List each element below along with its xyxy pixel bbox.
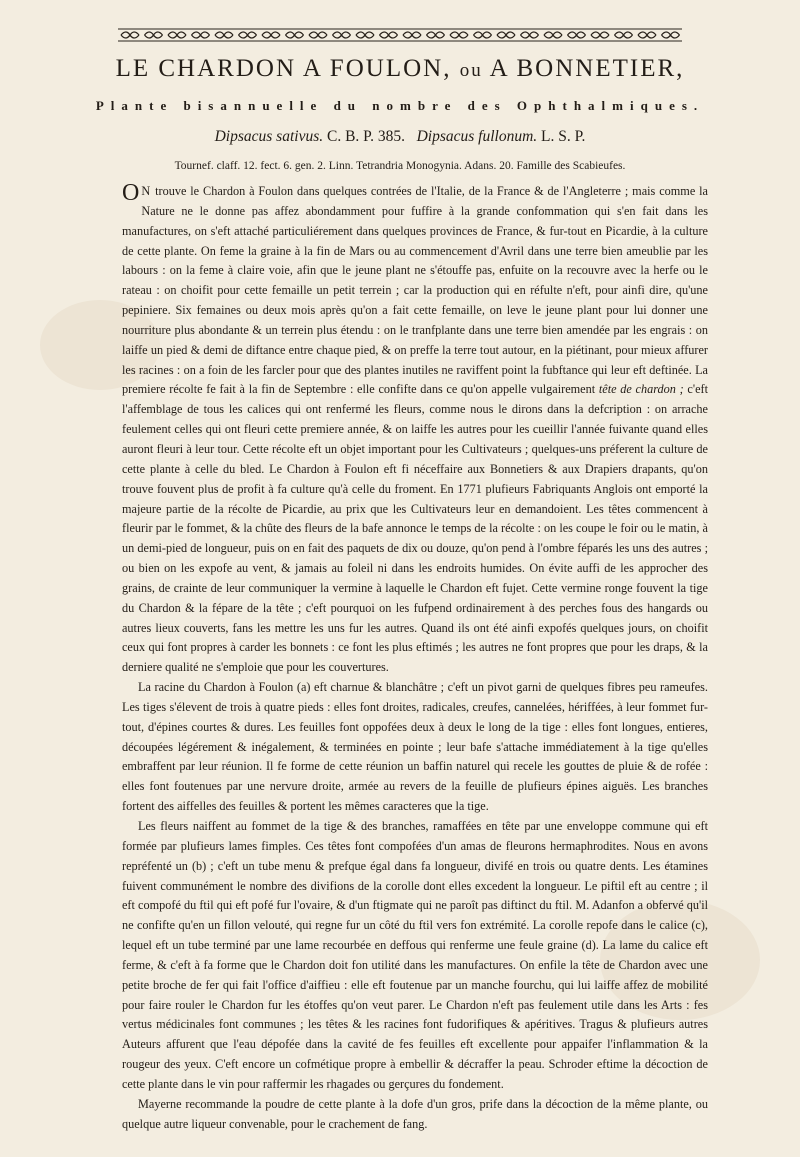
paragraph-3: Les fleurs naiffent au fommet de la tige & des branches, ramaffées en tête par une enveloppe commune qui eft formée par plufieurs lames fimples. Ces têtes font compofées d'un amas de fleurons hermaphrodites. Nous en avons repréfenté un (b) ; c'eft un tube menu & prefque égal dans fa longueur, divifé en trois ou quatre dents. Les étamines fuivent communément le nombre des divifions de la corolle dont elles excedent la longueur. Le piftil eft au centre ; il eft compofé du ftil qui eft pofé fur l'ovaire, & d'un ftigmate qui ne paroît pas diftinct du ftil. M. Adanfon a obfervé qu'il ne confifte qu'en un fillon velouté, qui regne fur un côté du ftil vers fon extrémité. La corolle repofe dans le calice (c), lequel eft un tube terminé par une lame recourbée en deffous qui renferme une feule graine (d). La lame du calice eft ferme, & c'eft à fa forme que le Chardon doit fon utilité dans les manufactures. On enfile la tête de Chardon avec une petite broche de fer qui fait l'office d'aiffieu : elle eft foutenue par un manche fourchu, qui lui laiffe affez de mobilité pour faire rouler le Chardon fur les étoffes qu'on veut parer. Le Chardon n'eft pas feulement utile dans les Arts : fes vertus médicinales font communes ; les têtes & les racines font fudorifiques & apéritives. Tragus & plufieurs autres Auteurs affurent que l'eau dépofée dans la cavité de fes feuilles eft excellente pour appaifer l'inflammation & la rougeur des yeux. C'eft encore un cofmétique propre à embellir & décraffer la peau. Schroder eftime la décoction de cette plante dans le vin pour raffermir les rhagades ou gerçures du fondement. xyxy=(122,819,708,1091)
drop-cap: O xyxy=(122,180,140,206)
ornament-motif xyxy=(262,32,280,38)
ornament-motif xyxy=(403,32,421,38)
synonym-b-name: Dipsacus fullonum. xyxy=(416,128,538,145)
page-title xyxy=(0,56,800,81)
title-or: ou xyxy=(459,60,483,81)
paragraph-1-italic: tête de chardon ; xyxy=(598,382,684,397)
synonym-a-name: Dipsacus sativus. xyxy=(214,128,324,145)
title-main: LE CHARDON A FOULON, xyxy=(115,55,452,82)
paragraph-4: Mayerne recommande la poudre de cette plante à la dofe d'un gros, prife dans la décoction de la même plante, ou quelque autre liqueur convenable, pour le crachement de fang. xyxy=(122,1096,708,1131)
ornament-motif xyxy=(192,32,210,38)
paragraph-2: La racine du Chardon à Foulon (a) eft charnue & blanchâtre ; c'eft un pivot garni de quelques fibres peu rameufes. Les tiges s'élevent de trois à quatre pieds : elles font droites, radicales, creufes, cannelées, hériffées, à leur fommet fur-tout, d'épines courtes & dures. Les feuilles font oppofées deux à deux le long de la tige : elles font longues, entieres, découpées légérement & inégalement, & terminées en pointe ; leur bafe s'attache immédiatement à la tige qu'elles embraffent par leur réunion. Il fe forme de cette réunion un baffin naturel qui recele les gouttes de pluie & de rofée : elles font foutenues par une nervure droite, armée au revers de la feuille de plufieurs épines aiguës. Les branches fortent des aiffelles des feuilles & portent les mêmes caracteres que la tige. xyxy=(122,680,708,814)
paragraph-1-text: trouve le Chardon à Foulon dans quelques contrées de l'Italie, de la France & de l'Angleterre ; mais comme la Nature ne le donne pas affez abondamment pour fuffire à la grande confommation qui s'en fait dans les manufactures, on s'eft attaché particuliérement dans quelques provinces de France, & fur-tout en Picardie, à la culture de cette plante. On feme la graine à la fin de Mars ou au commencement d'Avril dans une terre bien ameublie par les labours : on la feme à claire voie, afin que le jeune plant ne s'étouffe pas, enfuite on la recouvre avec la herfe ou le rateau : on choifit pour cette femaille un petit terrein ; car la production qui en réfulte n'eft, pour ainfi dire, qu'une pepiniere. Six femaines ou deux mois après qu'on a fait cette femaille, on leve le jeune plant pour lui donner une nourriture plus abondante & un terrein plus étendu : on le tranfplante dans une terre bien amendée par les engrais : on laiffe un pied & demi de diftance entre chaque pied, & on preffe la terre tout autour, en la piétinant, pour mieux affurer les racines : on a foin de les farcler pour que des plantes inutiles ne raviffent point la fubftance qui leur eft deftinée. La premiere récolte fe fait à la fin de Septembre : elle confifte dans ce qu'on appelle vulgairement xyxy=(122,184,708,397)
ornament-motif xyxy=(568,32,586,38)
ornament-motif xyxy=(615,32,633,38)
drop-cap-rest: N xyxy=(141,184,152,198)
ornament-motif xyxy=(356,32,374,38)
ornament-motif xyxy=(121,32,139,38)
ornament-motif xyxy=(450,32,468,38)
ornament-motif xyxy=(638,32,656,38)
ornament-motif xyxy=(544,32,562,38)
plant-classification-subtitle: Plante bisannuelle du nombre des Ophthalmiques. xyxy=(95,98,705,113)
ornament-motif xyxy=(474,32,492,38)
ornament-motif xyxy=(333,32,351,38)
decorative-ornament-band xyxy=(118,28,682,42)
ornament-motif xyxy=(215,32,233,38)
ornament-motif xyxy=(168,32,186,38)
title-alt: A BONNETIER, xyxy=(489,55,685,82)
ornament-motif xyxy=(145,32,163,38)
ornament-motif xyxy=(662,32,680,38)
article-body xyxy=(122,182,708,1135)
paragraph-1 xyxy=(122,182,708,678)
paragraph-1-text-b: c'eft l'affemblage de tous les calices qui ont renfermé les fleurs, comme nous le dirons dans la defcription : on arrache feulement celles qui ont fleuri cette premiere année, & on laiffe les autres pour les cueillir l'année fuivante quand elles auront fleuri à leur tour. Cette récolte eft un objet important pour les Cultivateurs ; quelques-uns préferent la culture de cette plante à celle du bled. Le Chardon à Foulon eft fi néceffaire aux Bonnetiers & aux Drapiers drapants, qu'on trouve fouvent plus de profit à fa culture qu'à celle du froment. En 1771 plufieurs Fabriquants Anglois ont emporté la majeure partie de la récolte de Picardie, au prix que les Cultivateurs leur en demandoient. Les têtes commencent à fleurir par le fommet, & la chûte des fleurs de la bafe annonce le temps de la récolte : on les coupe le foir ou le matin, à un demi-pied de longueur, puis on en fait des paquets de dix ou douze, qu'on pend à l'ombre féparés les uns des autres ; ou bien on les expofe au vent, & jamais au foleil ni dans les endroits humides. On évite auffi de les approcher des grains, de crainte de leur communiquer la vermine à laquelle le Chardon eft fujet. Cette vermine ronge fouvent la tige du Chardon & la fépare de la tête ; c'eft pourquoi on les fufpend ordinairement à des perches fous des hangards ou autres lieux couverts, fans les mettre les uns fur les autres. Quand ils ont été ainfi expofés quelques jours, on choifit ceux qui font propres à carder les bonnets : ce font les plus eftimés ; les autres ne font propres que pour les draps, & la derniere qualité ne s'emploie que pour les couvertures. xyxy=(122,382,708,675)
ornament-motif xyxy=(427,32,445,38)
synonym-a-ref: C. B. P. 385. xyxy=(326,128,405,145)
synonym-b-ref: L. S. P. xyxy=(541,128,586,145)
ornament-motif xyxy=(591,32,609,38)
ornament-motif xyxy=(286,32,304,38)
ornament-motif xyxy=(521,32,539,38)
ornament-motif xyxy=(309,32,327,38)
ornament-motif xyxy=(239,32,257,38)
ornament-motif xyxy=(497,32,515,38)
classification-references: Tournef. claff. 12. fect. 6. gen. 2. Linn. Tetrandria Monogynia. Adans. 20. Famille des Scabieufes. xyxy=(174,160,626,172)
botanical-synonyms xyxy=(0,128,800,146)
ornament-motif xyxy=(380,32,398,38)
